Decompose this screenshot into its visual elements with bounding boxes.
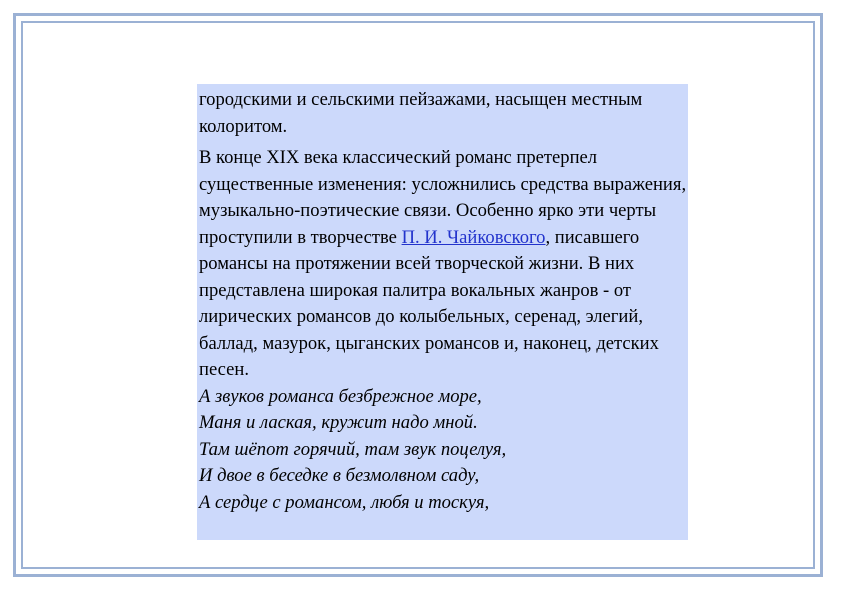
poem-line: И двое в беседке в безмолвном саду, <box>199 465 480 486</box>
text-box <box>197 84 688 540</box>
paragraph-2-text-start: В конце XIX века классический романс претерпел существенные изменения: усложнились средства выражения, музыкально-поэтические связи. Особенно ярко эти черты проступили в творчестве <box>199 147 687 248</box>
tchaikovsky-link[interactable]: П. И. Чайковского <box>401 226 546 248</box>
paragraph-2-text-end: , писавшего романсы на протяжении всей творческой жизни. В них представлена широкая палитра вокальных жанров - от лирических романсов до колыбельных, серенад, элегий, баллад, мазурок, цыганских романсов и, наконец, детских песен. <box>199 226 659 380</box>
poem-line: А звуков романса безбрежное море, <box>199 385 482 407</box>
paragraph-2 <box>199 145 688 384</box>
paragraph-1: городскими и сельскими пейзажами, насыщен местным колоритом. <box>199 89 643 137</box>
poem <box>199 384 688 517</box>
poem-line: Там шёпот горячий, там звук поцелуя, <box>199 438 507 460</box>
poem-line: А сердце с романсом, любя и тоскуя, <box>199 491 490 513</box>
poem-line: Маня и лаская, кружит надо мной. <box>199 412 478 433</box>
